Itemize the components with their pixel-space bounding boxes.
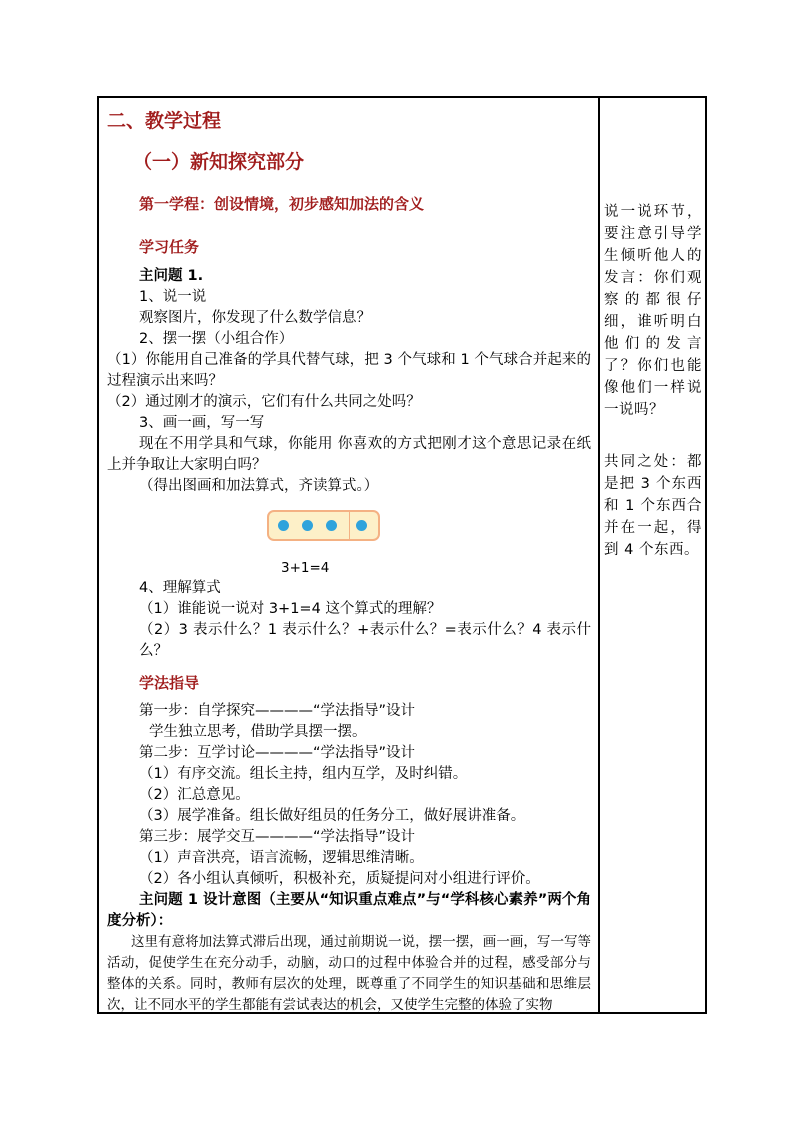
step-draw-detail: 现在不用学具和气球，你能用 你喜欢的方式把刚才这个意思记录在纸上并争取让大家明白吗？ <box>107 436 591 473</box>
step-arrange-q1: （1）你能用自己准备的学具代替气球，把 3 个气球和 1 个气球合并起来的过程演示出来吗？ <box>107 352 591 389</box>
guide-step1: 第一步：自学探究————“学法指导”设计 <box>139 703 416 719</box>
stage-title: 第一学程：创设情境，初步感知加法的含义 <box>139 195 425 213</box>
counter-bead <box>302 520 313 531</box>
equation: 3+1=4 <box>281 560 330 576</box>
subsection-heading: （一）新知探究部分 <box>133 151 305 173</box>
guide-step3-item2: （2）各小组认真倾听，积极补充，质疑提问对小组进行评价。 <box>139 871 540 887</box>
main-question-label: 主问题 1. <box>139 268 204 284</box>
side-note-common: 共同之处：都是把 3 个东西和 1 个东西合并在一起，得到 4 个东西。 <box>604 454 702 558</box>
guide-step3-item1: （1）声音洪亮，语言流畅，逻辑思维清晰。 <box>139 850 424 866</box>
step-say: 1、说一说 <box>139 289 207 305</box>
section-heading: 二、教学过程 <box>107 110 222 132</box>
guide-step2-item1: （1）有序交流。组长主持，组内互学，及时纠错。 <box>139 766 468 782</box>
guide-label: 学法指导 <box>139 674 200 692</box>
intent-title: 主问题 1 设计意图（主要从“知识重点难点”与“学科核心素养”两个角度分析）： <box>107 892 591 929</box>
step-draw: 3、画一画，写一写 <box>139 415 265 431</box>
step-say-detail: 观察图片，你发现了什么数学信息？ <box>139 310 371 326</box>
guide-step3: 第三步：展学交互————“学法指导”设计 <box>139 829 416 845</box>
understand-title: 4、理解算式 <box>139 580 221 596</box>
notes-column <box>600 98 705 1012</box>
guide-step2-item2: （2）汇总意见。 <box>139 787 250 803</box>
counter-divider <box>349 512 350 539</box>
step-arrange: 2、摆一摆（小组合作） <box>139 331 294 347</box>
guide-step2: 第二步：互学讨论————“学法指导”设计 <box>139 745 416 761</box>
step-arrange-q2: （2）通过刚才的演示，它们有什么共同之处吗？ <box>107 394 421 410</box>
counter-illustration <box>267 510 380 541</box>
tasks-label: 学习任务 <box>139 238 200 256</box>
main-column <box>99 98 598 1012</box>
understand-q2: （2）3 表示什么？1 表示什么？+表示什么？=表示什么？4 表示什么？ <box>139 622 591 659</box>
side-note-listening: 说一说环节，要注意引导学生倾听他人的发言：你们观察的都很仔细，谁听明白他们的发言了？你们也能像他们一样说一说吗？ <box>604 204 702 418</box>
guide-step1-detail: 学生独立思考，借助学具摆一摆。 <box>149 724 367 740</box>
counter-bead <box>278 520 289 531</box>
guide-step2-item3: （3）展学准备。组长做好组员的任务分工，做好展讲准备。 <box>139 808 526 824</box>
understand-q1: （1）谁能说一说对 3+1=4 这个算式的理解？ <box>139 601 442 617</box>
intent-body: 这里有意将加法算式滞后出现，通过前期说一说，摆一摆，画一画，写一写等活动，促使学生在充分动手，动脑，动口的过程中体验合并的过程，感受部分与整体的关系。同时，教师有层次的处理，既尊重了不同学生的知识基础和思维层次，让不同水平的学生都能有尝试表达的机会，又使学生完整的体验了实物 <box>107 934 591 1012</box>
counter-bead <box>356 520 367 531</box>
step-draw-note: （得出图画和加法算式，齐读算式。） <box>139 478 379 494</box>
counter-bead <box>326 520 337 531</box>
